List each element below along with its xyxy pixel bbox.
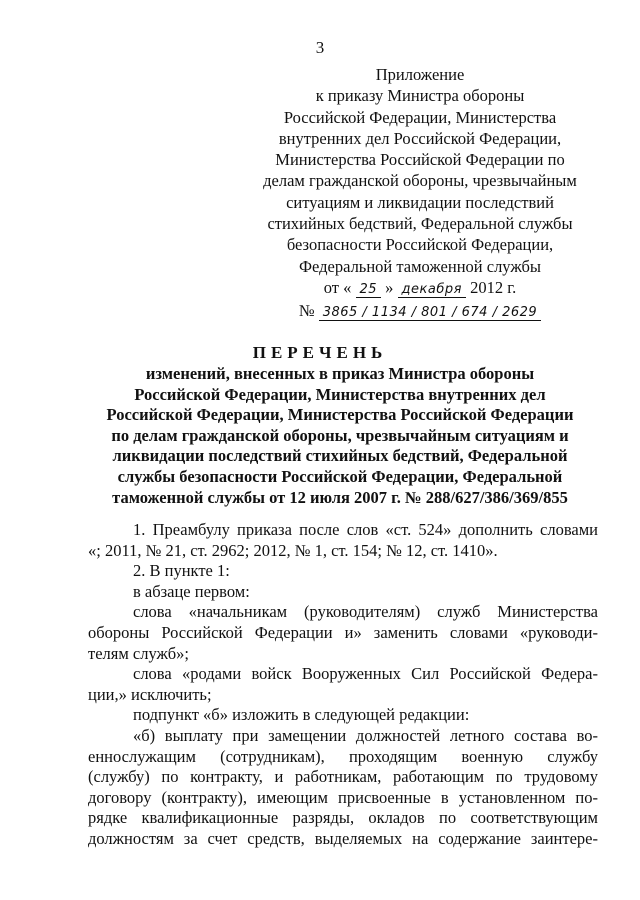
body-line: 1. Преамбулу приказа после слов «ст. 524» дополнить словами	[133, 520, 598, 539]
body-line: 2. В пункте 1:	[133, 561, 230, 581]
body-line: должностям за счет средств, выделяемых на содержание заинтере-	[88, 828, 598, 848]
appendix-line: делам гражданской обороны, чрезвычайным	[263, 171, 577, 191]
body-line: слова «родами войск Вооруженных Сил Российской Федера-	[133, 664, 598, 684]
subtitle-line: по делам гражданской обороны, чрезвычайным ситуациям и	[111, 425, 569, 445]
body-line: обороны Российской Федерации и» заменить словами «руководи-	[88, 622, 598, 642]
body-line: телям служб»;	[88, 643, 189, 663]
date-prefix: от «	[323, 277, 352, 297]
appendix-line: к приказу Министра обороны	[315, 86, 525, 106]
body-line: ции,» исключить;	[88, 684, 212, 704]
document-subtitle	[70, 364, 610, 508]
body-line: в абзаце первом:	[133, 581, 250, 601]
body-line: (службу) по контракту, и работникам, работающим по трудовому	[88, 767, 598, 787]
appendix-date	[250, 277, 590, 300]
body-line: рядке квалификационные разряды, окладов по соответствующим	[88, 808, 598, 828]
body-line: слова «начальникам (руководителям) служб Министерства	[133, 602, 598, 622]
subtitle-line: службы безопасности Российской Федерации, Федеральной	[117, 466, 563, 486]
document-body	[88, 520, 598, 850]
appendix-line: ситуациям и ликвидации последствий	[286, 192, 554, 212]
subtitle-line: Российской Федерации, Министерства Российской Федерации	[106, 405, 574, 425]
body-line: подпункт «б» изложить в следующей редакции:	[133, 705, 470, 725]
page-number: 3	[315, 38, 325, 57]
appendix-line: Федеральной таможенной службы	[298, 256, 541, 276]
body-line: еннослужащим (сотрудникам), проходящим военную службу	[88, 746, 598, 766]
appendix-line: Приложение	[375, 65, 465, 84]
body-line: договору (контракту), имеющим присвоенные в установленном по-	[88, 787, 598, 807]
appendix-line: Российской Федерации, Министерства	[283, 107, 557, 127]
date-year: 2012 г.	[470, 277, 517, 297]
appendix-line: Министерства Российской Федерации по	[275, 150, 565, 170]
appendix-line: безопасности Российской Федерации,	[286, 235, 554, 255]
subtitle-line: ликвидации последствий стихийных бедствий, Федеральной	[112, 446, 568, 466]
body-line: «; 2011, № 21, ст. 2962; 2012, № 1, ст. 154; № 12, ст. 1410».	[88, 540, 498, 560]
subtitle-line: таможенной службы от 12 июля 2007 г. № 288/627/386/369/855	[112, 487, 568, 507]
appendix-line: внутренних дел Российской Федерации,	[278, 128, 562, 148]
document-title: ПЕРЕЧЕНЬ	[252, 343, 388, 362]
subtitle-line: изменений, внесенных в приказ Министра обороны	[145, 364, 535, 383]
number-prefix: №	[298, 301, 315, 321]
date-month-handwritten: декабря	[398, 282, 466, 298]
subtitle-line: Российской Федерации, Министерства внутренних дел	[134, 384, 546, 404]
number-handwritten: 3865 / 1134 / 801 / 674 / 2629	[319, 305, 541, 321]
date-mid: »	[385, 277, 394, 297]
date-day-handwritten: 25	[356, 282, 382, 298]
appendix-number	[250, 300, 590, 323]
appendix-line: стихийных бедствий, Федеральной службы	[267, 214, 573, 234]
appendix-header	[250, 64, 590, 324]
body-line: «б) выплату при замещении должностей летного состава во-	[133, 725, 598, 745]
